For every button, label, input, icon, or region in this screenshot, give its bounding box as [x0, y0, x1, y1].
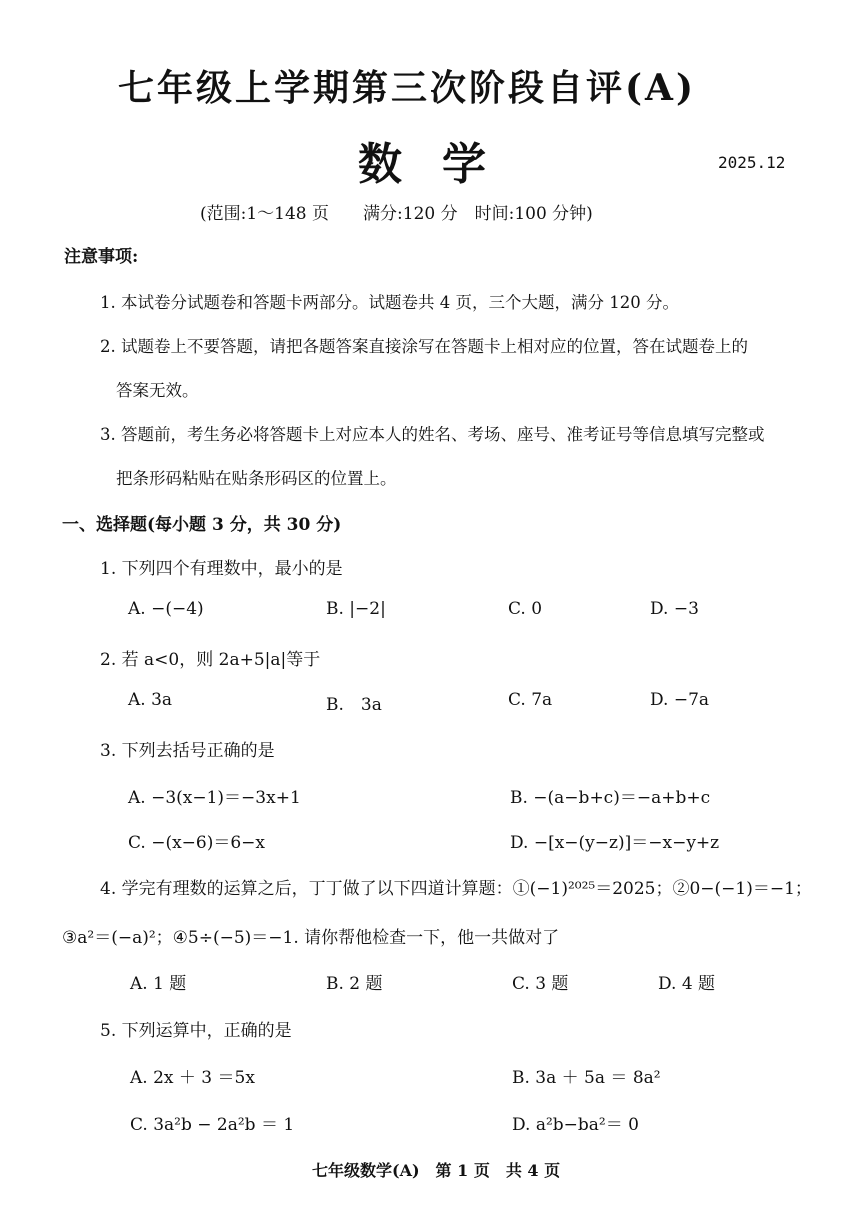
notes-heading: 注意事项: [64, 247, 139, 267]
question-1-option-d: D. −3 [650, 599, 699, 619]
question-4-option-c: C. 3 题 [512, 974, 569, 994]
question-3-option-b: B. −(a−b+c)＝−a+b+c [510, 788, 711, 808]
question-1-option-b: B. |−2| [326, 599, 386, 619]
note-item-3-cont: 把条形码粘贴在贴条形码区的位置上。 [116, 469, 397, 488]
note-item-1: 1. 本试卷分试题卷和答题卡两部分。试题卷共 4 页，三个大题，满分 120 分。 [100, 293, 679, 312]
question-5-option-c: C. 3a²b − 2a²b ＝ 1 [130, 1115, 295, 1135]
note-item-2-cont: 答案无效。 [116, 381, 199, 400]
question-4-option-a: A. 1 题 [130, 974, 187, 994]
section-heading-choice: 一、选择题(每小题 3 分，共 30 分) [62, 515, 342, 535]
question-2-stem: 2. 若 a<0，则 2a+5|a|等于 [100, 650, 321, 670]
question-3-option-d: D. −[x−(y−z)]＝−x−y+z [510, 833, 720, 853]
question-5-stem: 5. 下列运算中，正确的是 [100, 1021, 292, 1041]
question-1-option-a: A. −(−4) [128, 599, 204, 619]
note-item-2: 2. 试题卷上不要答题，请把各题答案直接涂写在答题卡上相对应的位置，答在试题卷上的 [100, 337, 748, 356]
question-3-option-a: A. −3(x−1)＝−3x+1 [128, 788, 301, 808]
question-4-option-b: B. 2 题 [326, 974, 383, 994]
question-2-option-b: B. 3a [326, 695, 382, 715]
question-2-option-c: C. 7a [508, 690, 553, 710]
question-1-option-c: C. 0 [508, 599, 543, 619]
question-3-option-c: C. −(x−6)＝6−x [128, 833, 266, 853]
question-4-stem: 4. 学完有理数的运算之后，丁丁做了以下四道计算题：①(−1)²⁰²⁵＝2025；②0−(−1)＝−1； [100, 879, 812, 899]
exam-meta: (范围:1～148 页 满分:120 分 时间:100 分钟) [200, 204, 593, 224]
question-4-stem-cont: ③a²＝(−a)²；④5÷(−5)＝−1. 请你帮他检查一下，他一共做对了 [62, 928, 560, 948]
question-4-option-d: D. 4 题 [658, 974, 716, 994]
exam-title: 七年级上学期第三次阶段自评(A) [118, 67, 696, 109]
subject-title: 数学 [358, 139, 526, 190]
question-5-option-d: D. a²b−ba²＝ 0 [512, 1115, 639, 1135]
question-3-stem: 3. 下列去括号正确的是 [100, 741, 275, 761]
exam-date: 2025.12 [718, 153, 786, 172]
question-2-option-a: A. 3a [128, 690, 173, 710]
note-item-3: 3. 答题前，考生务必将答题卡上对应本人的姓名、考场、座号、准考证号等信息填写完整或 [100, 425, 765, 444]
question-2-option-d: D. −7a [650, 690, 710, 710]
question-5-option-a: A. 2x ＋ 3 ＝5x [130, 1068, 255, 1088]
question-5-option-b: B. 3a ＋ 5a ＝ 8a² [512, 1068, 661, 1088]
page-footer: 七年级数学(A) 第 1 页 共 4 页 [312, 1161, 561, 1180]
question-1-stem: 1. 下列四个有理数中，最小的是 [100, 559, 343, 579]
